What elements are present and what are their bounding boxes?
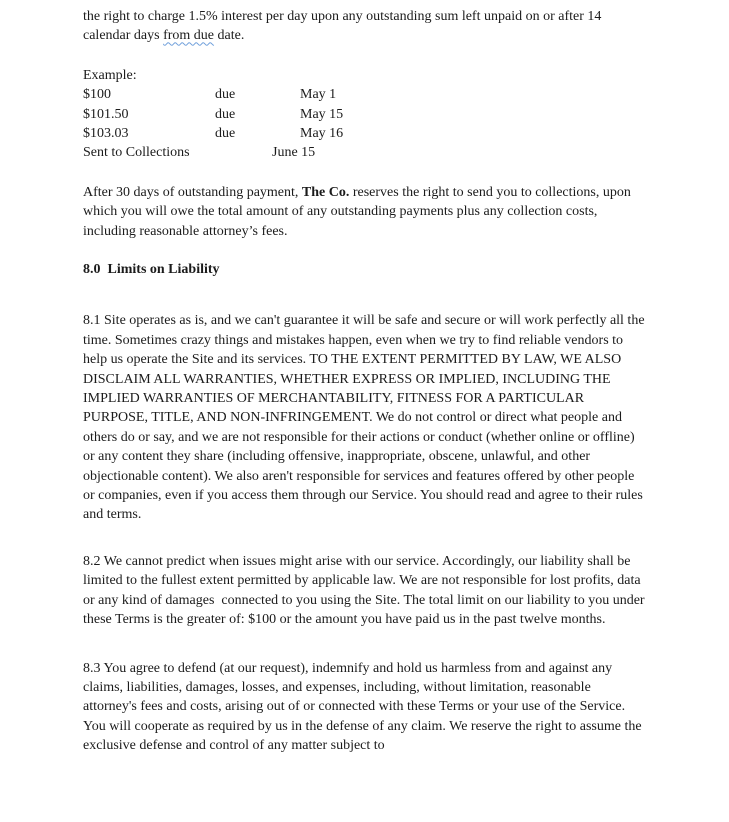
example-amount: $101.50	[83, 106, 129, 122]
company-name-bold: The Co.	[301, 184, 350, 200]
spellcheck-squiggle-text: from due	[163, 28, 215, 44]
example-label: Example:	[83, 67, 137, 83]
table-row-final	[83, 143, 646, 162]
intro-clause-paragraph	[83, 7, 646, 46]
table-row	[83, 85, 646, 104]
intro-clause-text-after: date.	[214, 28, 245, 44]
table-row	[83, 124, 646, 143]
example-status: due	[215, 126, 236, 141]
example-amount: $103.03	[83, 126, 129, 141]
example-final-label: Sent to Collections	[83, 145, 190, 161]
table-row	[83, 105, 646, 124]
clause-8-3-paragraph: 8.3 You agree to defend (at our request), indemnify and hold us harmless from and against any claims, liabilities, damages, losses, and expenses, including, without limitation, reasonable attorney's fees and costs, arising out of or connected with these Terms or your use of the Service. You will cooperate as required by us in the defense of any claim. We reserve the right to assume the exclusive defense and control of any matter subject to	[83, 660, 646, 754]
clause-8-1-paragraph: 8.1 Site operates as is, and we can't guarantee it will be safe and secure or will work perfectly all the time. Sometimes crazy things and mistakes happen, even when we try to find reliable vendors to help us operate the Site and its services. TO THE EXTENT PERMITTED BY LAW, WE ALSO DISCLAIM ALL WARRANTIES, WHETHER EXPRESS OR IMPLIED, INCLUDING THE IMPLIED WARRANTIES OF MERCHANTABILITY, FITNESS FOR A PARTICULAR PURPOSE, TITLE, AND NON-INFRINGEMENT. We do not control or direct what people and others do or say, and we are not responsible for their actions or conduct (whether online or offline) or any content they share (including offensive, inappropriate, obscene, unlawful, and other objectionable content). We also aren't responsible for services and features offered by other people or companies, even if you access them through our Service. You should read and agree to their rules and terms.	[83, 313, 649, 523]
example-status: due	[215, 87, 236, 103]
example-date: May 16	[300, 126, 344, 141]
example-date: May 15	[300, 106, 344, 122]
collections-clause-paragraph	[83, 183, 646, 241]
example-final-date: June 15	[272, 145, 316, 161]
clause-8-2-paragraph: 8.2 We cannot predict when issues might arise with our service. Accordingly, our liability shall be limited to the fullest extent permitted by applicable law. We are not responsible for lost profits, data or any kind of damages connected to you using the Site. The total limit on our liability to you under these Terms is the greater of: $100 or the amount you have paid us in the past twelve months.	[83, 553, 649, 628]
intro-clause-text-before: the right to charge 1.5% interest per day upon any outstanding sum left unpaid on or after 14 calendar days	[83, 9, 605, 44]
collections-text-before: After 30 days of outstanding payment,	[83, 184, 302, 200]
payment-example-table	[83, 66, 646, 163]
example-amount: $100	[83, 87, 111, 103]
example-status: due	[215, 106, 236, 122]
example-date: May 1	[300, 87, 337, 103]
section-heading-limits-on-liability: 8.0 Limits on Liability	[83, 262, 220, 277]
collections-text-after: reserves the right to send you to collections, upon which you will owe the total amount of any outstanding payments plus any collection costs, including reasonable attorney’s fees.	[83, 184, 635, 239]
